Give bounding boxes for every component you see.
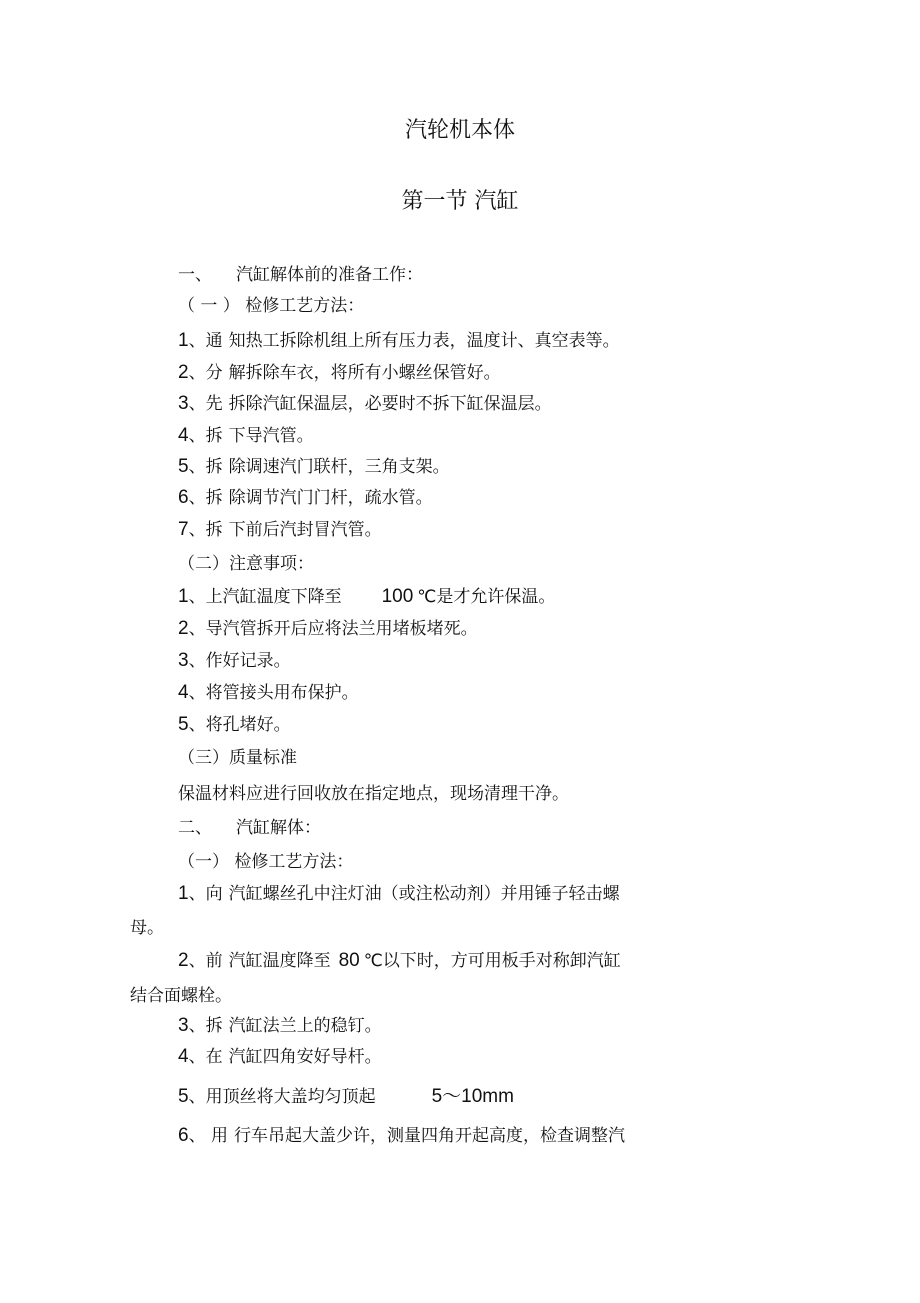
list-item: 6、 用 行车吊起大盖少许，测量四角开起高度，检查调整汽: [178, 1125, 625, 1146]
list-item: 5、用顶丝将大盖均匀顶起 5〜10mm: [178, 1086, 514, 1107]
part1-quality-label: （三）质量标准: [178, 748, 297, 768]
part1-heading: [178, 264, 423, 286]
list-item: 1、通 知热工拆除机组上所有压力表，温度计、真空表等。: [178, 330, 620, 351]
document-title: 汽轮机本体: [404, 118, 515, 143]
part1-notes-label: （二）注意事项：: [178, 554, 314, 574]
part2-method-label: （一） 检修工艺方法：: [178, 852, 354, 872]
list-item: 4、在 汽缸四角安好导杆。: [178, 1046, 382, 1067]
list-item: 3、先 拆除汽缸保温层，必要时不拆下缸保温层。: [178, 393, 552, 414]
part2-heading-number: 二、: [178, 818, 212, 838]
list-item: 1、上汽缸温度下降至 100 ℃是才允许保温。: [178, 586, 556, 607]
part1-heading-number: 一、: [178, 265, 212, 285]
list-item-continuation: 母。: [130, 918, 164, 938]
list-item: 6、拆 除调节汽门门杆，疏水管。: [178, 487, 433, 508]
list-item: 5、将孔堵好。: [178, 714, 291, 735]
list-item: 1、向 汽缸螺丝孔中注灯油（或注松动剂）并用锤子轻击螺: [178, 883, 620, 904]
list-item-continuation: 结合面螺栓。: [130, 986, 232, 1006]
list-item: 4、拆 下导汽管。: [178, 425, 314, 446]
part1-heading-text: 汽缸解体前的准备工作：: [236, 265, 423, 285]
list-item: 3、作好记录。: [178, 650, 291, 671]
part2-heading: [178, 817, 321, 839]
list-item: 3、拆 汽缸法兰上的稳钉。: [178, 1015, 382, 1036]
list-item: 2、前 汽缸温度降至 80 ℃以下时，方可用板手对称卸汽缸: [178, 950, 621, 971]
list-item: 5、拆 除调速汽门联杆，三角支架。: [178, 456, 450, 477]
list-item: 2、导汽管拆开后应将法兰用堵板堵死。: [178, 618, 478, 639]
part1-quality-text: 保温材料应进行回收放在指定地点，现场清理干净。: [178, 784, 569, 804]
list-item: 7、拆 下前后汽封冒汽管。: [178, 519, 382, 540]
list-item: 4、将管接头用布保护。: [178, 682, 359, 703]
part1-method-label: （ 一 ） 检修工艺方法：: [178, 296, 365, 316]
part2-heading-text: 汽缸解体：: [236, 818, 321, 838]
list-item: 2、分 解拆除车衣，将所有小螺丝保管好。: [178, 362, 501, 383]
section-title: 第一节 汽缸: [401, 189, 519, 214]
